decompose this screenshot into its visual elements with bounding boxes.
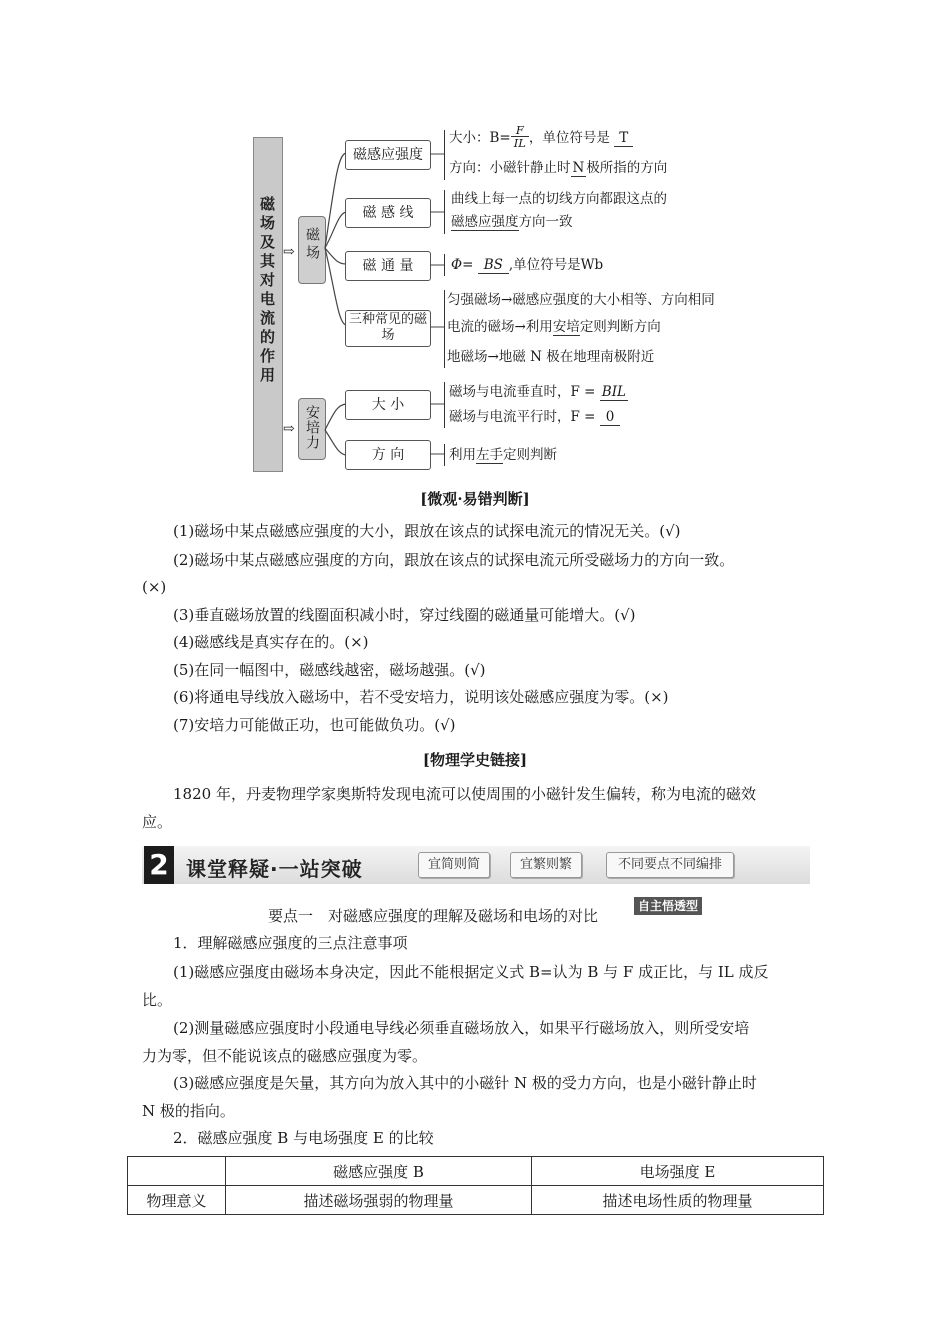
point-title: 要点一 对磁感应强度的理解及磁场和电场的对比 <box>268 907 599 925</box>
micro-item: (7)安培力可能做正功，也可能做负功。(√) <box>173 716 456 734</box>
type-tag: 自主悟透型 <box>634 897 702 915</box>
leaf-text: Φ= <box>451 257 474 273</box>
leaf-text: 极所指的方向 <box>586 160 668 176</box>
leaf-text: 方向：小磁针静止时 <box>449 160 571 176</box>
leaf-text: 磁场与电流平行时，F = <box>449 409 596 425</box>
section-number: 2 <box>144 846 174 884</box>
section-banner <box>142 846 810 884</box>
arrow-icon: ⇨ <box>283 421 295 437</box>
node-dir: 方 向 <box>345 440 431 470</box>
answer-blank: 磁感应强度 <box>451 214 519 230</box>
bracket <box>444 382 445 428</box>
answer-blank: 0 <box>600 409 621 426</box>
point-sub: 2．磁感应强度 B 与电场强度 E 的比较 <box>173 1129 434 1147</box>
bracket <box>444 290 445 368</box>
map-mid-magnetic-label: 磁场 <box>304 227 320 263</box>
fraction-num: F <box>511 124 529 137</box>
leaf-common-3: 地磁场→地磁 N 极在地理南极附近 <box>447 349 655 365</box>
leaf-text: 利用 <box>449 447 476 463</box>
node-flux: 磁 通 量 <box>345 251 431 281</box>
map-connectors <box>320 140 350 470</box>
leaf-text: 方向一致 <box>518 214 573 230</box>
point-para: (1)磁感应强度由磁场本身决定，因此不能根据定义式 B=认为 B 与 F 成正比，与 IL 成反 <box>173 963 769 981</box>
leaf-lines-2 <box>451 213 573 231</box>
answer-blank: 左手 <box>476 447 503 463</box>
point-para: 力为零，但不能说该点的磁感应强度为零。 <box>142 1047 428 1065</box>
leaf-text: ,单位符号是Wb <box>508 257 604 273</box>
leaf-text: 磁场与电流垂直时，F = <box>449 384 596 400</box>
micro-item: (4)磁感线是真实存在的。(×) <box>173 633 369 651</box>
arrow-icon: ⇨ <box>283 244 295 260</box>
leaf-dir <box>449 446 557 464</box>
table-cell: 物理意义 <box>128 1186 226 1215</box>
micro-item: (3)垂直磁场放置的线圈面积减小时，穿过线圈的磁通量可能增大。(√) <box>173 606 636 624</box>
leaf-common-1: 匀强磁场→磁感应强度的大小相等、方向相同 <box>447 292 715 308</box>
section-title: 课堂释疑·一站突破 <box>186 857 363 881</box>
table-cell: 描述电场性质的物理量 <box>532 1186 824 1215</box>
leaf-b-size <box>449 123 633 150</box>
micro-heading: [微观·易错判断] <box>420 490 530 508</box>
point-sub: 1．理解磁感应强度的三点注意事项 <box>173 934 408 952</box>
leaf-b-dir <box>449 159 667 177</box>
fraction <box>511 124 529 149</box>
micro-item: (2)磁场中某点磁感应强度的方向，跟放在该点的试探电流元所受磁场力的方向一致。 <box>173 551 735 569</box>
map-root-label: 磁场及其对电流的作用 <box>258 196 276 386</box>
node-size: 大 小 <box>345 390 431 420</box>
leaf-text: 定则判断 <box>503 447 557 463</box>
bracket <box>444 190 445 234</box>
table-header-cell: 磁感应强度 B <box>226 1157 532 1186</box>
table-cell: 描述磁场强弱的物理量 <box>226 1186 532 1215</box>
banner-pill: 不同要点不同编排 <box>606 852 734 878</box>
micro-item: (×) <box>142 578 167 596</box>
history-heading: [物理学史链接] <box>422 751 528 769</box>
table-header-cell: 电场强度 E <box>532 1157 824 1186</box>
bracket <box>444 444 445 466</box>
table-row <box>128 1186 824 1215</box>
history-line: 1820 年，丹麦物理学家奥斯特发现电流可以使周围的小磁针发生偏转，称为电流的磁效 <box>173 785 756 803</box>
leaf-flux <box>451 256 603 274</box>
node-common: 三种常见的磁场 <box>345 310 431 347</box>
node-b: 磁感应强度 <box>345 140 431 170</box>
micro-item: (1)磁场中某点磁感应强度的大小，跟放在该点的试探电流元的情况无关。(√) <box>173 522 681 540</box>
fraction-den: IL <box>513 136 526 150</box>
answer-blank: N <box>572 160 585 176</box>
comparison-table <box>127 1156 824 1215</box>
leaf-text: ，单位符号是 <box>528 130 610 146</box>
point-para: 比。 <box>142 991 173 1009</box>
answer-blank: T <box>614 130 633 147</box>
node-lines: 磁 感 线 <box>345 198 431 228</box>
micro-item: (6)将通电导线放入磁场中，若不受安培力，说明该处磁感应强度为零。(×) <box>173 688 669 706</box>
micro-item: (5)在同一幅图中，磁感线越密，磁场越强。(√) <box>173 661 486 679</box>
answer-blank: BIL <box>601 384 626 400</box>
point-para: (2)测量磁感应强度时小段通电导线必须垂直磁场放入，如果平行磁场放入，则所受安培 <box>173 1019 750 1037</box>
leaf-size-1 <box>449 383 628 401</box>
leaf-size-2 <box>449 408 620 426</box>
point-para: (3)磁感应强度是矢量，其方向为放入其中的小磁针 N 极的受力方向，也是小磁针静止时 <box>173 1074 757 1092</box>
answer-blank: BS <box>478 257 509 274</box>
bracket <box>444 254 445 276</box>
map-root <box>253 137 283 472</box>
point-para: N 极的指向。 <box>142 1102 235 1120</box>
history-line: 应。 <box>142 813 173 831</box>
leaf-text: 大小：B= <box>449 130 511 146</box>
table-header-row <box>128 1157 824 1186</box>
leaf-text: 电流的磁场→利用 <box>447 319 553 335</box>
bracket <box>444 130 445 180</box>
leaf-common-2 <box>447 318 661 336</box>
answer-blank: 安培 <box>552 319 580 335</box>
leaf-text: 定则判断方向 <box>579 319 661 335</box>
map-mid-ampere-label: 安培力 <box>304 405 320 450</box>
banner-pill: 宜繁则繁 <box>510 852 582 878</box>
leaf-lines-1: 曲线上每一点的切线方向都跟这点的 <box>451 191 667 207</box>
banner-pill: 宜简则简 <box>418 852 490 878</box>
table-header-cell <box>128 1157 226 1186</box>
